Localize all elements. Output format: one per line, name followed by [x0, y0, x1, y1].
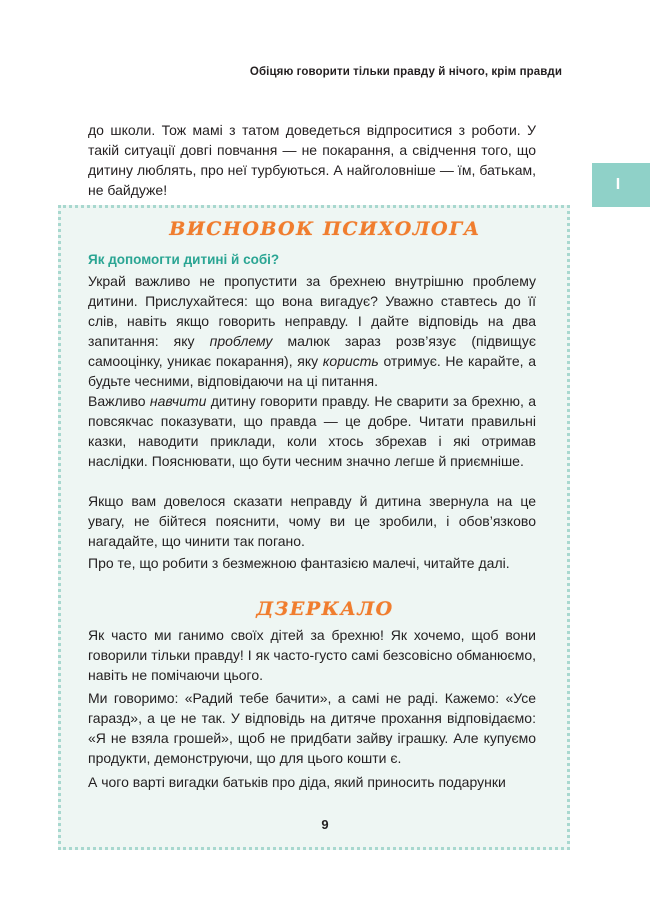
conclusion-heading: ВИСНОВОК ПСИХОЛОГА: [169, 218, 481, 240]
intro-paragraph: до школи. Тож мамі з татом доведеться відпроситися з роботи. У такій ситуації довгі повчання — не покарання, а свідчення того, що дитину люблять, про неї турбуються. А найголовніше — їм, батькам, не байдуже!: [88, 122, 536, 198]
conclusion-paragraph-1: Украй важливо не пропустити за брехнею внутрішню проблему дитини. Прислухайтеся: що вона вигадує? Уважно ставтесь до її слів, навіть якщо говорить неправду. І дайте відповідь на два запитання: яку проблему малюк зараз розв’язує (підвищує самооцінку, уникає покарання), яку користь отримує. Не карайте, а будьте чесними, відповідаючи на ці питання.: [88, 273, 536, 389]
chapter-tab: [592, 163, 650, 207]
chapter-tab-label: I: [615, 176, 621, 193]
mirror-paragraph-3: А чого варті вигадки батьків про діда, який приносить подарунки: [88, 774, 506, 790]
conclusion-paragraph-2: Важливо навчити дитину говорити правду. Не сварити за брехню, а повсякчас показувати, що правда — це добре. Читати правильні казки, наводити приклади, коли хтось збрехав і які отримав наслідки. Пояснювати, що бути чесним значно легше й приємніше.: [88, 393, 536, 469]
conclusion-paragraph-4: Про те, що робити з безмежною фантазією малечі, читайте далі.: [88, 555, 510, 571]
mirror-paragraph-2: Ми говоримо: «Радий тебе бачити», а самі не раді. Кажемо: «Усе гаразд», а це не так. У відповідь на дитяче прохання відповідаємо: «Я не взяла грошей», щоб не придбати зайву іграшку. Але купуємо продукти, демонструючи, що для цього кошти є.: [88, 690, 536, 766]
mirror-paragraph-1: Як часто ми ганимо своїх дітей за брехню! Як хочемо, щоб вони говорили тільки правду! І як часто-густо самі безсовісно обманюємо, навіть не помічаючи цього.: [88, 627, 536, 683]
conclusion-paragraph-3: Якщо вам довелося сказати неправду й дитина звернула на це увагу, не бійтеся пояснити, чому ви це зробили, і обов’язково нагадайте, що чинити так погано.: [88, 493, 536, 549]
page-number: 9: [321, 817, 329, 832]
running-head: Обіцяю говорити тільки правду й нічого, крім правди: [249, 66, 562, 78]
mirror-heading: ДЗЕРКАЛО: [256, 598, 394, 620]
conclusion-subheading: Як допомогти дитині й собі?: [88, 252, 280, 267]
